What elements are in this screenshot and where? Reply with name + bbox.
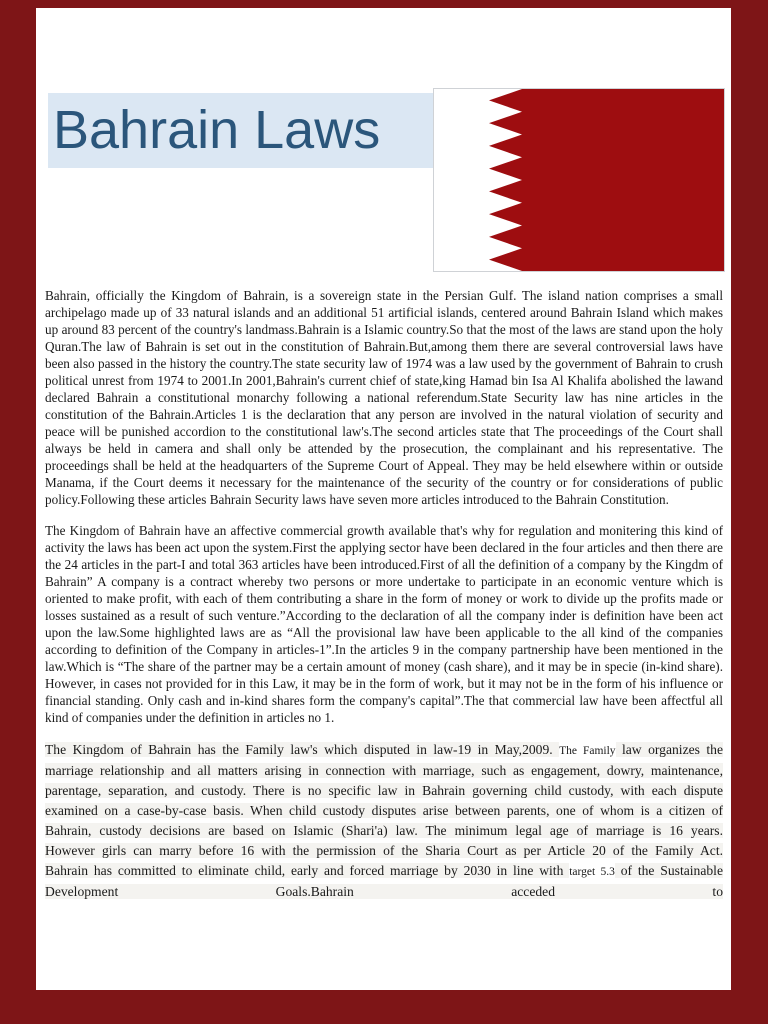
paragraph-family-law xyxy=(45,740,723,902)
title-band xyxy=(48,93,433,168)
bahrain-flag-graphic xyxy=(434,89,724,271)
frame-bottom-bar xyxy=(0,990,768,1024)
frame-left-bar xyxy=(0,0,36,1024)
body-text xyxy=(45,287,723,902)
family-law-segment-1: The Kingdom of Bahrain has the Family law's which disputed in law-19 in May,2009. xyxy=(45,742,560,757)
paragraph-commercial-law: The Kingdom of Bahrain have an affective commercial growth available that's why for regulation and monitering this kind of activity the laws has been act upon the system.First the applying sector have been declared in the four articles and then there are the 24 articles in the part-I and total 363 articles have been introduced.First of all the definition of a company by the Kingdm of Bahrain” A company is a contract whereby two persons or more undertake to participate in an economic venture which is oriented to make profit, with each of them contributing a share in the form of money or work to divide up the profits made or losses sustained as a result of such venture.”According to the declaration of all the company inder is definition have been act upon the law.Some highlighted laws are as “All the provisional law have been applicable to the all kind of the companies according to definition of the Company in articles-1”.In the articles 9 in the company partnership have been mentioned in the law.Which is “The share of the partner may be a certain amount of money (cash share), and it may be in specie (in-kind share). However, in cases not provided for in this Law, it may be in the form of work, but it may not be in the form of his influence or financial standing. Only cash and in-kind shares form the company's capital”.The that commercial law have been affectful all kind of companies under the definition in articles no 1. xyxy=(45,523,723,725)
family-law-segment-4: target 5.3 xyxy=(569,866,615,878)
flag-red-serrated-field xyxy=(489,89,724,271)
frame-right-bar xyxy=(731,0,768,1024)
family-law-segment-2: The Family xyxy=(559,745,616,757)
family-law-segment-5: of the Sustainable Development Goals.Bahrain acceded to xyxy=(45,863,723,899)
page-title: Bahrain Laws xyxy=(53,100,381,160)
frame-top-bar xyxy=(0,0,768,8)
family-law-segment-3: law organizes the marriage relationship and all matters arising in connection with marriage, such as engagement, dowry, maintenance, parentage, separation, and custody. There is no specific law in Bahrain governing child custody, with each dispute examined on a case-by-case basis. When child custody disputes arise between parents, one of whom is a citizen of Bahrain, custody decisions are based on Islamic (Shari'a) law. The minimum legal age of marriage is 16 years. However girls can marry before 16 with the permission of the Sharia Court as per Article 20 of the Family Act. Bahrain has committed to eliminate child, early and forced marriage by 2030 in line with xyxy=(45,742,723,878)
paragraph-security-law: Bahrain, officially the Kingdom of Bahrain, is a sovereign state in the Persian Gulf. The island nation comprises a small archipelago made up of 33 natural islands and an additional 51 artificial islands, centered around Bahrain Island which makes up around 83 percent of the country's landmass.Bahrain is a Islamic country.So that the most of the laws are stand upon the holy Quran.The law of Bahrain is set out in the constitution of Bahrain.But,among them there are several controversial laws have been also passed in the history the country.The state security law of 1974 was a law used by the government of Bahrain to crush political unrest from 1974 to 2001.In 2001,Bahrain's current chief of state,king Hamad bin Isa Al Khalifa abolished the lawand declared Bahrain a constitutional monarchy following a national referendum.State Security law has nine articles in the constitution of the Bahrain.Articles 1 is the declaration that any person are involved in the natural violation of security and peace will be punished accordion to the constitutional law's.The second articles state that The proceedings of the Court shall always be held in camera and shall only be attended by the prosecution, the complainant and his representative. The proceedings shall be held at the headquarters of the Supreme Court of Appeal. They may be held elsewhere within or outside Manama, if the Court deems it necessary for the maintenance of the security of the country or for considerations of public policy.Following these articles Bahrain Security laws have seven more articles introduced to the Bahrain Constitution. xyxy=(45,288,723,507)
bahrain-flag-image xyxy=(433,88,725,272)
